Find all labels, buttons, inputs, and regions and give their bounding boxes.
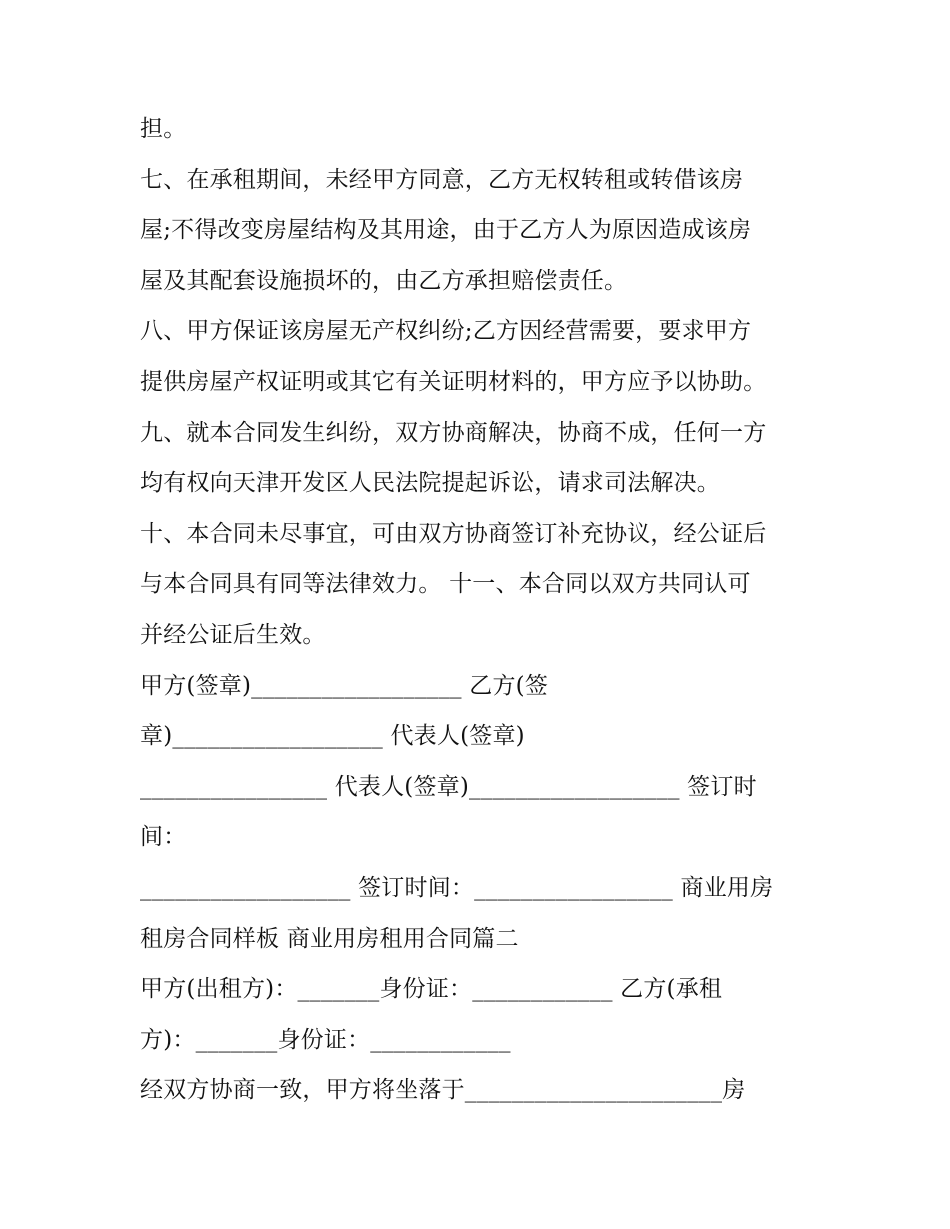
signature-line-representative: ________________ 代表人(签章)__________________ 签订时: [140, 773, 757, 800]
party-info-line: 方)：_______身份证：____________: [140, 1026, 511, 1053]
text-line: 经双方协商一致，甲方将坐落于______________________房: [140, 1077, 746, 1104]
party-info-line: 甲方(出租方)：_______身份证：____________ 乙方(承租: [140, 976, 723, 1003]
text-line: 担。: [140, 116, 187, 142]
text-line: 均有权向天津开发区人民法院提起诉讼，请求司法解决。: [140, 470, 720, 497]
signature-line-party-b: 章)__________________ 代表人(签章): [140, 723, 525, 750]
section-heading: 租房合同样板 商业用房租用合同篇二: [140, 925, 519, 952]
signature-line-party-a: 甲方(签章)__________________ 乙方(签: [140, 672, 549, 699]
text-line: 十、本合同未尽事宜，可由双方协商签订补充协议，经公证后: [140, 520, 767, 547]
text-line: 屋;不得改变房屋结构及其用途，由于乙方人为原因造成该房: [140, 217, 752, 244]
document-page: [140, 104, 830, 1116]
text-line: 并经公证后生效。: [140, 621, 326, 648]
text-line: 与本合同具有同等法律效力。 十一、本合同以双方共同认可: [140, 571, 751, 598]
text-line: 屋及其配套设施损坏的，由乙方承担赔偿责任。: [140, 267, 628, 294]
text-line: 七、在承租期间，未经甲方同意，乙方无权转租或转借该房: [140, 166, 744, 193]
signature-date-line: __________________ 签订时间：_________________ 商业用房: [140, 874, 774, 901]
text-line: 提供房屋产权证明或其它有关证明材料的，甲方应予以协助。: [140, 368, 767, 395]
text-line: 九、就本合同发生纠纷，双方协商解决，协商不成，任何一方: [140, 419, 767, 446]
text-line: 间：: [140, 824, 187, 851]
text-line: 八、甲方保证该房屋无产权纠纷;乙方因经营需要，要求甲方: [140, 318, 752, 345]
